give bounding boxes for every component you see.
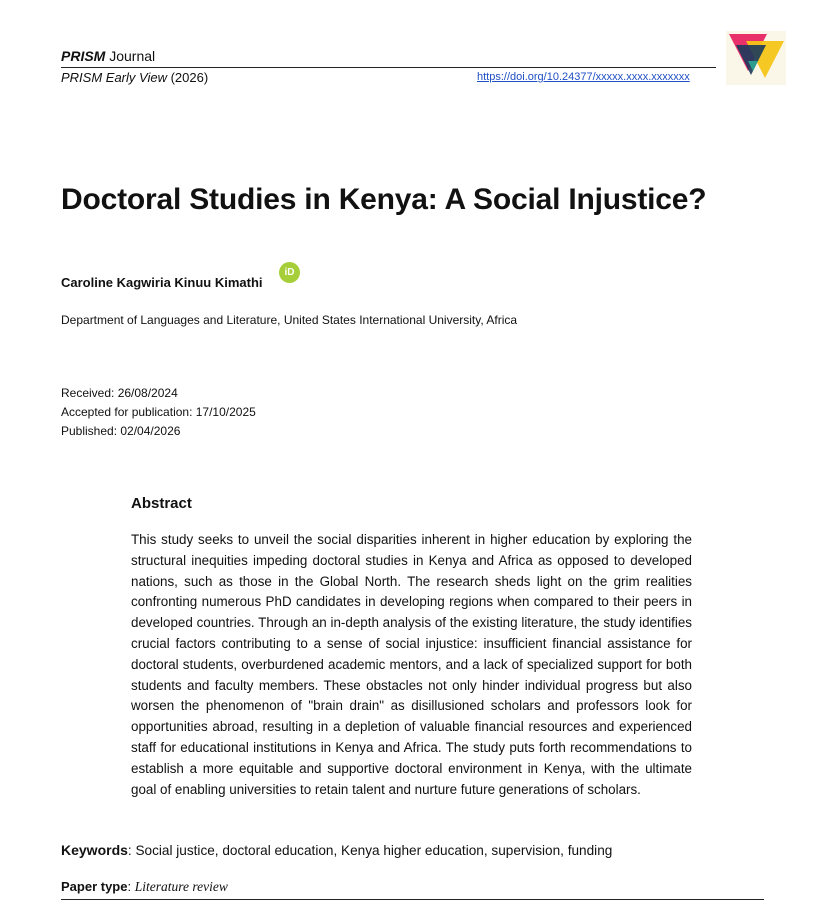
keywords-list: : Social justice, doctoral education, Kenya higher education, supervision, funding (127, 843, 613, 858)
journal-name (61, 48, 155, 64)
early-view-name: PRISM Early View (61, 70, 167, 85)
journal-suffix: Journal (109, 48, 156, 64)
footer-divider (61, 899, 764, 900)
header-divider (61, 67, 716, 68)
orcid-icon[interactable]: iD (279, 262, 300, 283)
publication-dates (61, 384, 256, 441)
received-date: Received: 26/08/2024 (61, 386, 178, 400)
early-view-label (61, 70, 208, 85)
journal-brand: PRISM (61, 48, 106, 64)
paper-type (61, 879, 228, 895)
early-view-year: (2026) (170, 70, 209, 85)
author-affiliation: Department of Languages and Literature, United States International University, Africa (61, 313, 518, 327)
abstract-heading: Abstract (131, 495, 192, 512)
published-date: Published: 02/04/2026 (61, 424, 181, 438)
abstract-text: This study seeks to unveil the social disparities inherent in higher education by exploring the structural inequities impeding doctoral studies in Kenya and Africa as opposed to developed nations, such as those in the Global North. The research sheds light on the grim realities confronting numerous PhD candidates in developing regions when compared to their peers in developed countries. Through an in-depth analysis of the existing literature, the study identifies crucial factors contributing to a sense of social injustice: insufficient financial assistance for doctoral students, overburdened academic mentors, and a lack of specialized support for both students and faculty members. These obstacles not only hinder individual progress but also worsen the phenomenon of "brain drain" as disillusioned scholars and professors look for opportunities abroad, resulting in a depletion of valuable financial resources and experienced staff for educational institutions in Kenya and Africa. The study puts forth recommendations to establish a more equitable and supportive doctoral environment in Kenya, with the ultimate goal of enabling universities to retain talent and nurture future generations of scholars. (131, 532, 692, 797)
prism-triangle-logo-icon (726, 31, 786, 85)
author-name: Caroline Kagwiria Kinuu Kimathi (61, 275, 263, 290)
accepted-date: Accepted for publication: 17/10/2025 (61, 405, 256, 419)
article-title: Doctoral Studies in Kenya: A Social Injustice? (61, 183, 707, 216)
keywords (61, 842, 612, 858)
paper-type-separator: : (127, 879, 135, 894)
paper-type-label: Paper type (61, 879, 128, 894)
doi-link[interactable]: https://doi.org/10.24377/xxxxx.xxxx.xxxxxxx (477, 71, 690, 83)
keywords-label: Keywords (61, 842, 128, 858)
paper-type-value: Literature review (134, 879, 228, 894)
